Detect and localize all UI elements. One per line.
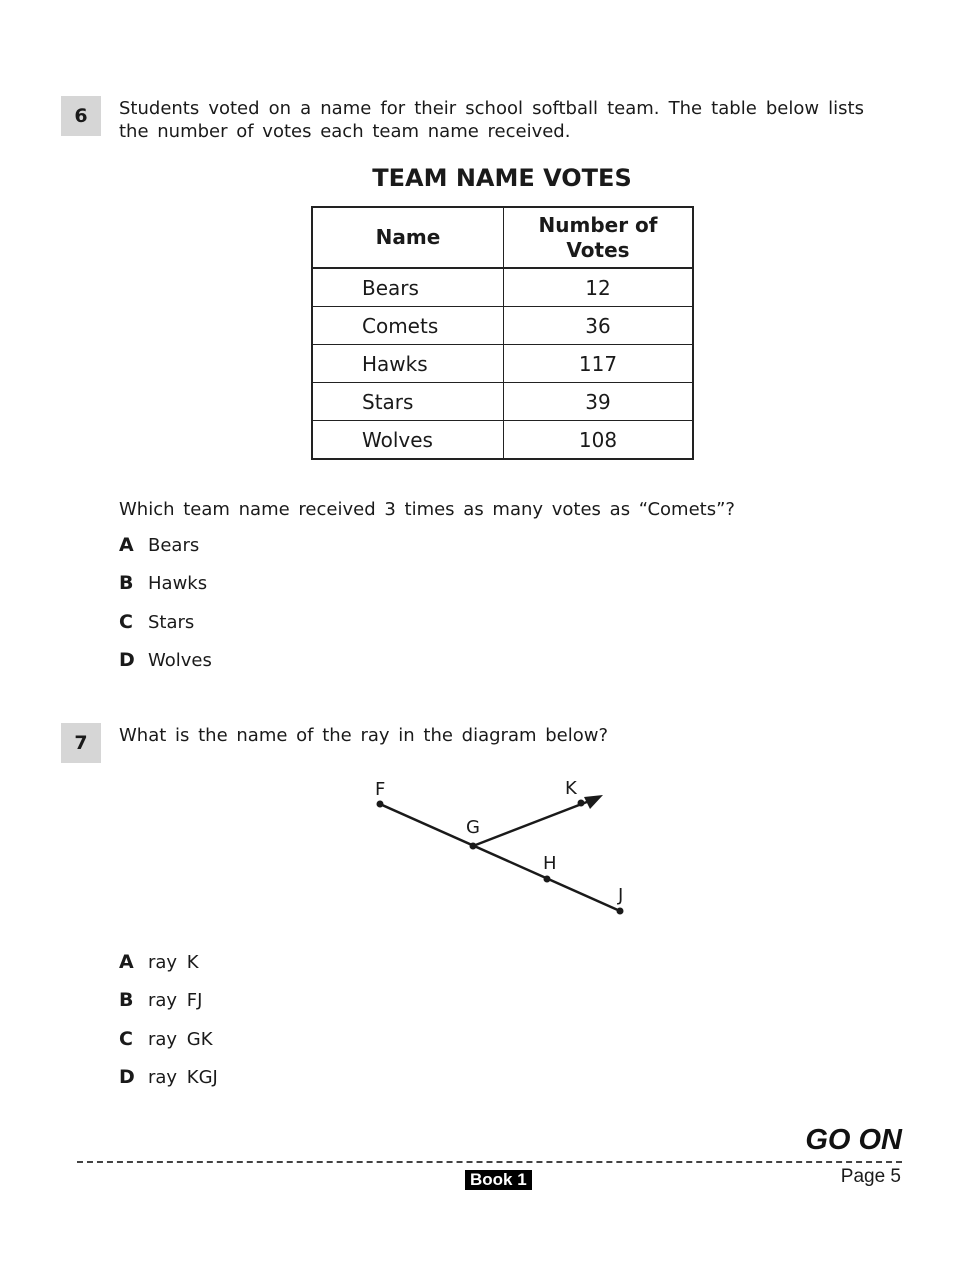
cell-name: Comets [312, 307, 504, 345]
table-header-row [312, 207, 693, 268]
table-row [312, 383, 693, 421]
cell-votes: 117 [504, 345, 694, 383]
choice-letter: D [119, 649, 135, 671]
point-f [377, 801, 384, 808]
book-badge: Book 1 [465, 1170, 532, 1190]
choice-6c[interactable] [119, 611, 194, 633]
arrowhead-icon [584, 795, 603, 809]
choice-6d[interactable] [119, 649, 212, 671]
question-6-stem: Students voted on a name for their school softball team. The table below lists the number of votes each team name received. [119, 98, 864, 142]
choice-text: ray KGJ [148, 1067, 218, 1088]
label-k: K [565, 778, 577, 799]
cell-votes: 12 [504, 268, 694, 307]
votes-table [311, 206, 694, 460]
choice-letter: C [119, 1028, 133, 1050]
label-g: G [466, 817, 480, 838]
choice-text: ray K [148, 952, 199, 973]
cell-votes: 39 [504, 383, 694, 421]
table-row [312, 307, 693, 345]
choice-letter: D [119, 1066, 135, 1088]
choice-text: ray FJ [148, 990, 203, 1011]
footer-divider [77, 1161, 902, 1163]
table-row [312, 268, 693, 307]
table-title: TEAM NAME VOTES [372, 164, 632, 192]
cell-votes: 108 [504, 421, 694, 460]
choice-text: Bears [148, 535, 200, 556]
line-fj [380, 804, 620, 911]
choice-7c[interactable] [119, 1028, 213, 1050]
point-g [470, 843, 477, 850]
choice-text: Hawks [148, 573, 208, 594]
point-j [617, 908, 624, 915]
question-6-prompt: Which team name received 3 times as many votes as “Comets”? [119, 499, 735, 520]
question-7-stem: What is the name of the ray in the diagram below? [119, 725, 609, 746]
choice-7d[interactable] [119, 1066, 218, 1088]
choice-letter: C [119, 611, 133, 633]
cell-votes: 36 [504, 307, 694, 345]
header-votes-text: Number of Votes [538, 212, 658, 262]
cell-name: Hawks [312, 345, 504, 383]
choice-letter: B [119, 572, 134, 594]
choice-7a[interactable] [119, 951, 199, 973]
point-k [578, 800, 585, 807]
label-f: F [375, 779, 386, 800]
label-j: J [618, 885, 624, 906]
cell-name: Wolves [312, 421, 504, 460]
ray-gk [473, 800, 592, 846]
choice-text: Stars [148, 612, 195, 633]
point-h [544, 876, 551, 883]
choice-letter: A [119, 534, 134, 556]
choice-6b[interactable] [119, 572, 207, 594]
page-number: Page 5 [840, 1166, 901, 1187]
question-number-7: 7 [61, 723, 101, 763]
cell-name: Stars [312, 383, 504, 421]
ray-diagram [360, 770, 640, 930]
choice-text: Wolves [148, 650, 212, 671]
choice-text: ray GK [148, 1029, 213, 1050]
header-name: Name [312, 207, 504, 268]
header-votes [504, 207, 694, 268]
cell-name: Bears [312, 268, 504, 307]
choice-7b[interactable] [119, 989, 202, 1011]
go-on-label: GO ON [805, 1124, 902, 1156]
label-h: H [543, 853, 557, 874]
choice-letter: B [119, 989, 134, 1011]
choice-6a[interactable] [119, 534, 199, 556]
table-row [312, 421, 693, 460]
question-number-6: 6 [61, 96, 101, 136]
table-row [312, 345, 693, 383]
choice-letter: A [119, 951, 134, 973]
